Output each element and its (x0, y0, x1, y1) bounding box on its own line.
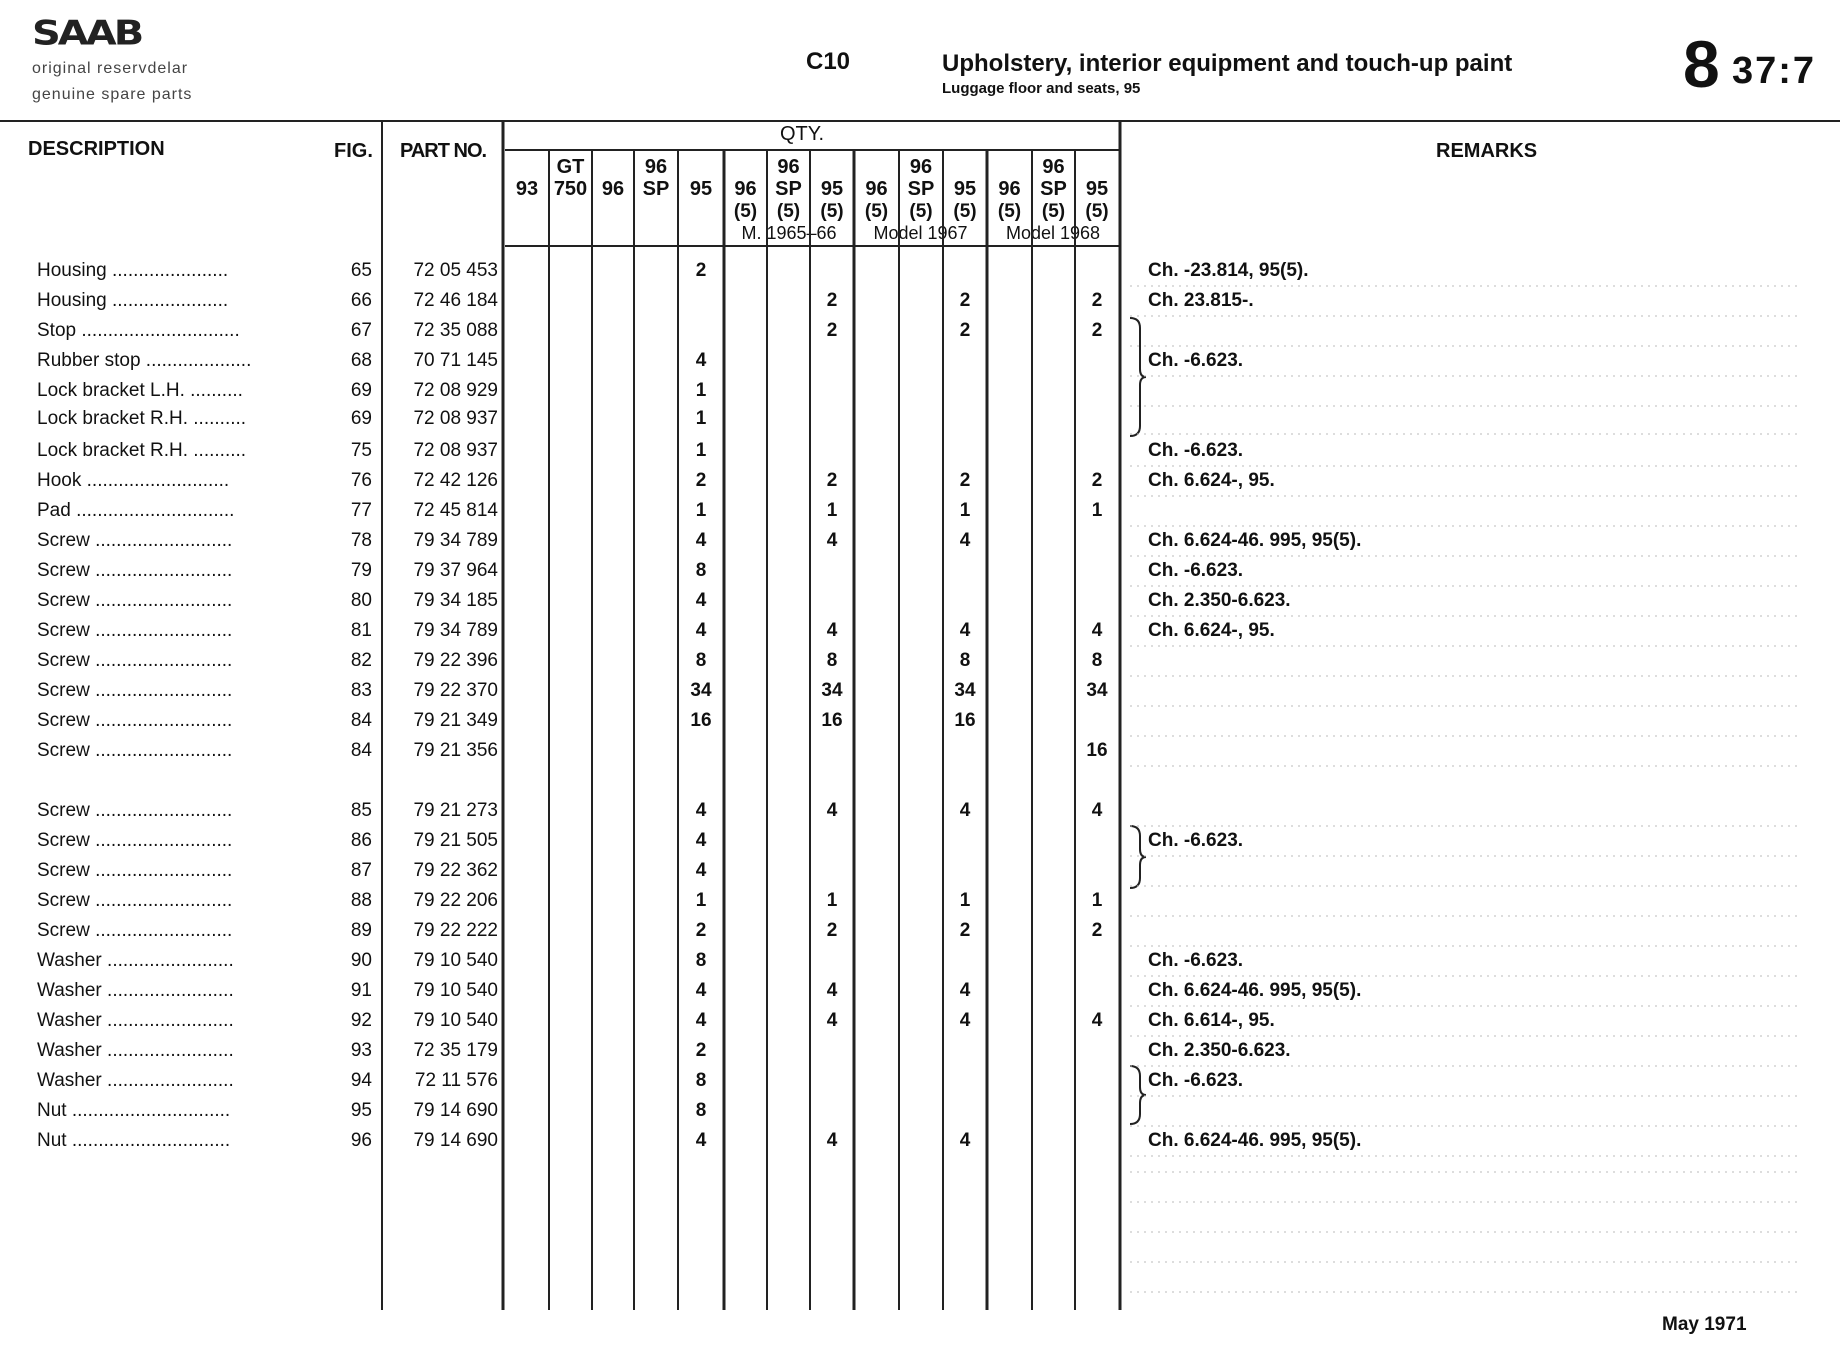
qty-value: 2 (826, 920, 838, 941)
fig-number: 68 (350, 350, 372, 371)
fig-number: 90 (350, 950, 372, 971)
remark-text: Ch. 6.624-, 95. (1148, 470, 1275, 491)
remark-text: Ch. 23.815-. (1148, 290, 1254, 311)
col-header-fig: FIG. (334, 140, 373, 162)
qty-value: 4 (959, 1010, 971, 1031)
qty-value: 4 (1091, 620, 1103, 641)
qty-value: 1 (959, 890, 971, 911)
qty-col-engine-label: (5) (997, 201, 1022, 222)
part-number: 72 08 937 (413, 408, 498, 429)
part-number: 72 45 814 (413, 500, 498, 521)
remark-text: Ch. -6.623. (1148, 830, 1244, 851)
part-description: Lock bracket R.H. .......... (37, 408, 247, 429)
part-description: Screw .......................... (37, 530, 233, 551)
qty-value: 1 (695, 500, 707, 521)
fig-number: 88 (350, 890, 372, 911)
qty-value: 2 (826, 470, 838, 491)
qty-value: 1 (695, 380, 707, 401)
remark-text: Ch. 6.624-46. 995, 95(5). (1148, 1130, 1362, 1151)
part-number: 79 21 273 (413, 800, 498, 821)
qty-value: 4 (695, 1010, 707, 1031)
fig-number: 95 (350, 1100, 372, 1121)
qty-value: 16 (690, 710, 712, 731)
qty-value: 4 (695, 1130, 707, 1151)
qty-value: 2 (959, 470, 971, 491)
fig-number: 93 (350, 1040, 372, 1061)
part-number: 79 21 505 (413, 830, 498, 851)
qty-value: 2 (1091, 920, 1103, 941)
part-number: 79 22 370 (413, 680, 498, 701)
qty-value: 1 (959, 500, 971, 521)
part-description: Washer ........................ (37, 1010, 234, 1031)
page-number-major: 8 (1683, 27, 1720, 101)
part-description: Screw .......................... (37, 800, 233, 821)
qty-value: 1 (826, 890, 838, 911)
col-header-qty: QTY. (780, 123, 825, 145)
part-description: Washer ........................ (37, 1070, 234, 1091)
qty-value: 4 (826, 1130, 838, 1151)
fig-number: 84 (350, 710, 372, 731)
remark-bracket (1130, 318, 1146, 436)
remark-text: Ch. -6.623. (1148, 350, 1244, 371)
part-number: 79 10 540 (413, 950, 498, 971)
part-description: Lock bracket L.H. .......... (37, 380, 243, 401)
qty-value: 2 (826, 320, 838, 341)
page-number-minor: 37:7 (1732, 50, 1817, 92)
footer-date: May 1971 (1662, 1314, 1747, 1335)
part-description: Screw .......................... (37, 650, 233, 671)
fig-number: 75 (350, 440, 372, 461)
qty-col-engine-label: (5) (733, 201, 758, 222)
qty-value: 8 (695, 950, 707, 971)
fig-number: 81 (350, 620, 372, 641)
qty-value: 4 (1091, 800, 1103, 821)
qty-col-label: SP (642, 178, 670, 200)
qty-value: 8 (959, 650, 971, 671)
page-subtitle: Luggage floor and seats, 95 (942, 80, 1141, 97)
part-number: 79 22 206 (413, 890, 498, 911)
qty-col-label: 96 (865, 178, 888, 200)
remark-text: Ch. 6.624-46. 995, 95(5). (1148, 980, 1362, 1001)
qty-value: 1 (695, 408, 707, 429)
remark-text: Ch. 6.624-46. 995, 95(5). (1148, 530, 1362, 551)
qty-col-label: 95 (953, 178, 977, 200)
part-number: 79 10 540 (413, 980, 498, 1001)
brand-line-1: original reservdelar (32, 60, 189, 77)
fig-number: 76 (350, 470, 372, 491)
part-description: Lock bracket R.H. .......... (37, 440, 247, 461)
qty-col-top-label: 96 (644, 156, 668, 178)
part-description: Screw .......................... (37, 920, 233, 941)
part-description: Screw .......................... (37, 680, 233, 701)
qty-value: 2 (959, 320, 971, 341)
qty-value: 1 (695, 890, 707, 911)
fig-number: 86 (350, 830, 372, 851)
part-number: 72 42 126 (413, 470, 498, 491)
part-description: Washer ........................ (37, 1040, 234, 1061)
fig-number: 69 (350, 408, 372, 429)
qty-col-engine-label: (5) (1085, 201, 1109, 222)
remark-text: Ch. -6.623. (1148, 560, 1244, 581)
qty-value: 4 (826, 800, 838, 821)
part-description: Screw .......................... (37, 620, 233, 641)
qty-col-label: 96 (998, 178, 1021, 200)
fig-number: 77 (350, 500, 372, 521)
part-number: 79 37 964 (413, 560, 498, 581)
qty-col-engine-label: (5) (1041, 201, 1066, 222)
fig-number: 94 (350, 1070, 372, 1091)
remark-text: Ch. -23.814, 95(5). (1148, 260, 1309, 281)
part-description: Screw .......................... (37, 830, 233, 851)
part-number: 72 08 929 (413, 380, 498, 401)
qty-value: 1 (1091, 500, 1103, 521)
qty-col-top-label: 96 (909, 156, 933, 178)
part-number: 79 14 690 (413, 1130, 498, 1151)
qty-col-engine-label: (5) (909, 201, 933, 222)
qty-col-engine-label: (5) (953, 201, 977, 222)
qty-col-label: 93 (515, 178, 539, 200)
remark-text: Ch. 6.624-, 95. (1148, 620, 1275, 641)
part-number: 79 22 222 (413, 920, 498, 941)
qty-value: 16 (954, 710, 976, 731)
qty-value: 8 (826, 650, 838, 671)
qty-value: 34 (690, 680, 712, 701)
qty-value: 16 (821, 710, 843, 731)
part-description: Screw .......................... (37, 740, 233, 761)
qty-value: 2 (695, 260, 707, 281)
qty-value: 2 (959, 920, 971, 941)
qty-value: 4 (1091, 1010, 1103, 1031)
remark-bracket (1130, 826, 1146, 888)
qty-value: 4 (695, 980, 707, 1001)
part-description: Screw .......................... (37, 890, 233, 911)
qty-col-label: SP (775, 178, 802, 200)
saab-logo: SAAB (32, 14, 142, 54)
qty-col-label: 95 (1085, 178, 1109, 200)
part-number: 70 71 145 (413, 350, 498, 371)
page-title: Upholstery, interior equipment and touch-up paint (942, 50, 1513, 77)
part-number: 79 10 540 (413, 1010, 498, 1031)
qty-value: 4 (959, 620, 971, 641)
qty-value: 4 (959, 1130, 971, 1151)
qty-value: 4 (695, 350, 707, 371)
brand-line-2: genuine spare parts (32, 86, 193, 103)
model-year-group: M. 1965–66 (741, 223, 837, 243)
qty-value: 4 (826, 620, 838, 641)
qty-value: 4 (695, 620, 707, 641)
qty-value: 2 (959, 290, 971, 311)
part-number: 79 22 396 (413, 650, 498, 671)
part-description: Washer ........................ (37, 980, 234, 1001)
qty-col-engine-label: (5) (820, 201, 844, 222)
qty-value: 4 (695, 860, 707, 881)
qty-col-engine-label: (5) (864, 201, 889, 222)
fig-number: 96 (350, 1130, 372, 1151)
qty-col-top-label: GT (556, 156, 585, 178)
part-description: Screw .......................... (37, 590, 233, 611)
fig-number: 69 (350, 380, 372, 401)
remark-text: Ch. 6.614-, 95. (1148, 1010, 1275, 1031)
qty-value: 4 (695, 830, 707, 851)
fig-number: 79 (350, 560, 372, 581)
qty-value: 16 (1086, 740, 1108, 761)
qty-value: 1 (1091, 890, 1103, 911)
qty-value: 1 (826, 500, 838, 521)
fig-number: 67 (350, 320, 372, 341)
model-year-group: Model 1968 (1005, 223, 1101, 243)
qty-col-engine-label: (5) (776, 201, 801, 222)
section-code: C10 (806, 48, 851, 75)
fig-number: 87 (350, 860, 372, 881)
part-description: Washer ........................ (37, 950, 234, 971)
qty-col-label: 750 (553, 178, 588, 200)
qty-value: 4 (695, 530, 707, 551)
part-number: 79 14 690 (413, 1100, 498, 1121)
remark-bracket (1130, 1066, 1146, 1124)
part-description: Stop .............................. (37, 320, 240, 341)
col-header-description: DESCRIPTION (28, 138, 165, 160)
part-number: 79 34 789 (413, 530, 498, 551)
fig-number: 65 (350, 260, 372, 281)
qty-col-label: SP (907, 178, 935, 200)
part-description: Nut .............................. (37, 1100, 231, 1121)
fig-number: 78 (350, 530, 372, 551)
fig-number: 91 (350, 980, 372, 1001)
qty-value: 34 (1086, 680, 1108, 701)
qty-col-label: 95 (689, 178, 713, 200)
part-description: Hook ........................... (37, 470, 230, 491)
qty-value: 4 (826, 1010, 838, 1031)
qty-value: 2 (695, 920, 707, 941)
part-description: Screw .......................... (37, 710, 233, 731)
qty-value: 4 (695, 800, 707, 821)
remark-text: Ch. -6.623. (1148, 1070, 1244, 1091)
qty-value: 2 (1091, 290, 1103, 311)
qty-value: 4 (959, 980, 971, 1001)
part-description: Nut .............................. (37, 1130, 231, 1151)
remark-text: Ch. -6.623. (1148, 440, 1244, 461)
qty-value: 2 (826, 290, 838, 311)
qty-value: 34 (821, 680, 843, 701)
qty-col-label: 96 (734, 178, 757, 200)
part-number: 72 08 937 (413, 440, 498, 461)
part-description: Housing ...................... (37, 260, 229, 281)
qty-value: 2 (1091, 470, 1103, 491)
qty-col-top-label: 96 (1042, 156, 1065, 178)
part-number: 72 35 088 (413, 320, 498, 341)
qty-value: 8 (1091, 650, 1103, 671)
fig-number: 85 (350, 800, 372, 821)
part-description: Pad .............................. (37, 500, 235, 521)
remark-text: Ch. 2.350-6.623. (1148, 1040, 1291, 1061)
remark-text: Ch. 2.350-6.623. (1148, 590, 1291, 611)
qty-value: 34 (954, 680, 976, 701)
part-number: 79 34 185 (413, 590, 498, 611)
fig-number: 80 (350, 590, 372, 611)
qty-value: 2 (695, 470, 707, 491)
fig-number: 92 (350, 1010, 372, 1031)
qty-col-label: 96 (601, 178, 625, 200)
qty-col-top-label: 96 (777, 156, 800, 178)
qty-value: 4 (959, 800, 971, 821)
part-description: Rubber stop .................... (37, 350, 252, 371)
qty-value: 8 (695, 1070, 707, 1091)
col-header-remarks: REMARKS (1436, 140, 1538, 162)
fig-number: 82 (350, 650, 372, 671)
qty-value: 4 (695, 590, 707, 611)
qty-value: 2 (1091, 320, 1103, 341)
qty-value: 4 (959, 530, 971, 551)
part-number: 72 35 179 (413, 1040, 498, 1061)
qty-value: 8 (695, 650, 707, 671)
qty-value: 1 (695, 440, 707, 461)
fig-number: 83 (350, 680, 372, 701)
fig-number: 84 (350, 740, 372, 761)
model-year-group: Model 1967 (873, 223, 968, 243)
part-description: Screw .......................... (37, 560, 233, 581)
part-number: 72 11 576 (414, 1070, 498, 1091)
part-number: 79 22 362 (413, 860, 498, 881)
qty-value: 2 (695, 1040, 707, 1061)
part-number: 72 05 453 (413, 260, 498, 281)
qty-col-label: SP (1040, 178, 1067, 200)
qty-col-label: 95 (820, 178, 844, 200)
part-number: 79 21 356 (413, 740, 498, 761)
part-description: Screw .......................... (37, 860, 233, 881)
col-header-part-no: PART NO. (400, 140, 487, 162)
part-number: 72 46 184 (413, 290, 498, 311)
qty-value: 8 (695, 1100, 707, 1121)
qty-value: 4 (826, 980, 838, 1001)
remark-text: Ch. -6.623. (1148, 950, 1244, 971)
fig-number: 66 (350, 290, 372, 311)
part-number: 79 21 349 (413, 710, 498, 731)
part-number: 79 34 789 (413, 620, 498, 641)
qty-value: 4 (826, 530, 838, 551)
part-description: Housing ...................... (37, 290, 229, 311)
qty-value: 8 (695, 560, 707, 581)
fig-number: 89 (350, 920, 372, 941)
